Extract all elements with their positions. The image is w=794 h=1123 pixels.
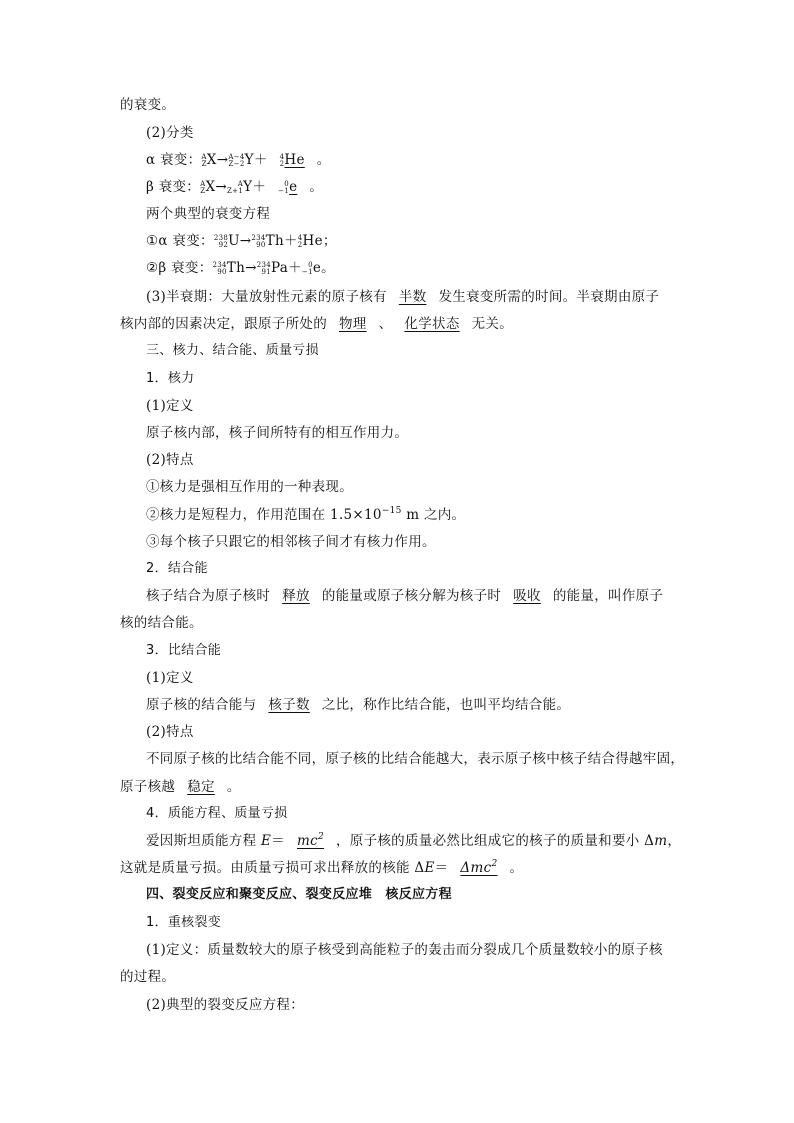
answer-blank: 吸收: [513, 588, 541, 604]
answer-blank: $mc^2$: [296, 832, 324, 849]
text-line: 这就是质量亏损。由质量亏损可求出释放的核能 ΔE＝ Δmc$^2$ 。: [120, 859, 524, 876]
beta-decay-line: β 衰变： A Z X→ A Z+1 Y＋ 0 −1 e 。: [146, 179, 324, 195]
section-heading: 三、核力、结合能、质量亏损: [146, 343, 319, 358]
subsection-heading: 3．比结合能: [146, 643, 222, 658]
text-line: (2)特点: [146, 452, 194, 468]
text-line: ①核力是强相互作用的一种表现。: [146, 479, 353, 495]
subsection-heading: 1．核力: [146, 371, 195, 386]
text-line: 原子核越 稳定 。: [120, 779, 241, 795]
text-line: (1)定义: [146, 398, 194, 414]
text-line: (2)分类: [146, 125, 194, 141]
text-line: 的衰变。: [120, 97, 176, 113]
answer-blank: 4 2 He: [279, 152, 305, 168]
text-line: (3)半衰期：大量放射性元素的原子核有 半数 发生衰变所需的时间。半衰期由原子: [146, 289, 660, 305]
answer-blank: 0 −1 e: [278, 179, 298, 195]
text-line: (2)典型的裂变反应方程：: [146, 997, 305, 1013]
text-line: 不同原子核的比结合能不同，原子核的比结合能越大，表示原子核中核子结合得越牢固，: [146, 751, 685, 767]
text-line: 原子核的结合能与 核子数 之比，称作比结合能，也叫平均结合能。: [146, 697, 571, 713]
text-line: 核内部的因素决定，跟原子所处的 物理 、 化学状态 无关。: [120, 316, 514, 332]
text-line: 原子核内部，核子间所特有的相互作用力。: [146, 425, 409, 441]
answer-blank: Δmc$^2$: [460, 859, 498, 876]
text-line: 的过程。: [120, 969, 176, 985]
answer-blank: 半数: [398, 289, 427, 305]
text-line: 爱因斯坦质能方程 $E= mc^2$ ，原子核的质量必然比组成它的核子的质量和要小 Δm，: [146, 832, 682, 849]
text-line: 核子结合为原子核时 释放 的能量或原子核分解为核子时 吸收 的能量，叫作原子: [146, 588, 664, 604]
text-line: 核的结合能。: [120, 615, 203, 631]
subsection-heading: 1．重核裂变: [146, 915, 222, 930]
text-line: 两个典型的衰变方程: [146, 206, 271, 222]
text-line: (2)特点: [146, 724, 194, 740]
text-line: ②核力是短程力，作用范围在 $1.5\times 10^{-15}$ m 之内。: [146, 506, 466, 523]
text-line: ③每个核子只跟它的相邻核子间才有核力作用。: [146, 534, 436, 550]
text-line: (1)定义：质量数较大的原子核受到高能粒子的轰击而分裂成几个质量数较小的原子核: [146, 942, 663, 958]
answer-blank: 稳定: [187, 779, 215, 795]
alpha-decay-line: α 衰变： A Z X→ A−4 Z−2 Y＋ 4 2 He 。: [146, 152, 331, 168]
answer-blank: 释放: [282, 588, 310, 604]
subsection-heading: 2．结合能: [146, 561, 208, 576]
equation-line: ②β 衰变： 234 90 Th→ 234 91 Pa＋ 0 −1 e。: [146, 260, 335, 276]
section-heading: 四、裂变反应和聚变反应、裂变反应堆 核反应方程: [146, 887, 452, 902]
answer-blank: 化学状态: [404, 316, 460, 332]
text-line: (1)定义: [146, 670, 194, 686]
answer-blank: 物理: [339, 316, 367, 332]
equation-line: ①α 衰变： 238 92 U→ 234 90 Th＋ 4 2 He；: [146, 233, 337, 249]
subsection-heading: 4．质能方程、质量亏损: [146, 806, 288, 821]
answer-blank: 核子数: [268, 697, 310, 713]
